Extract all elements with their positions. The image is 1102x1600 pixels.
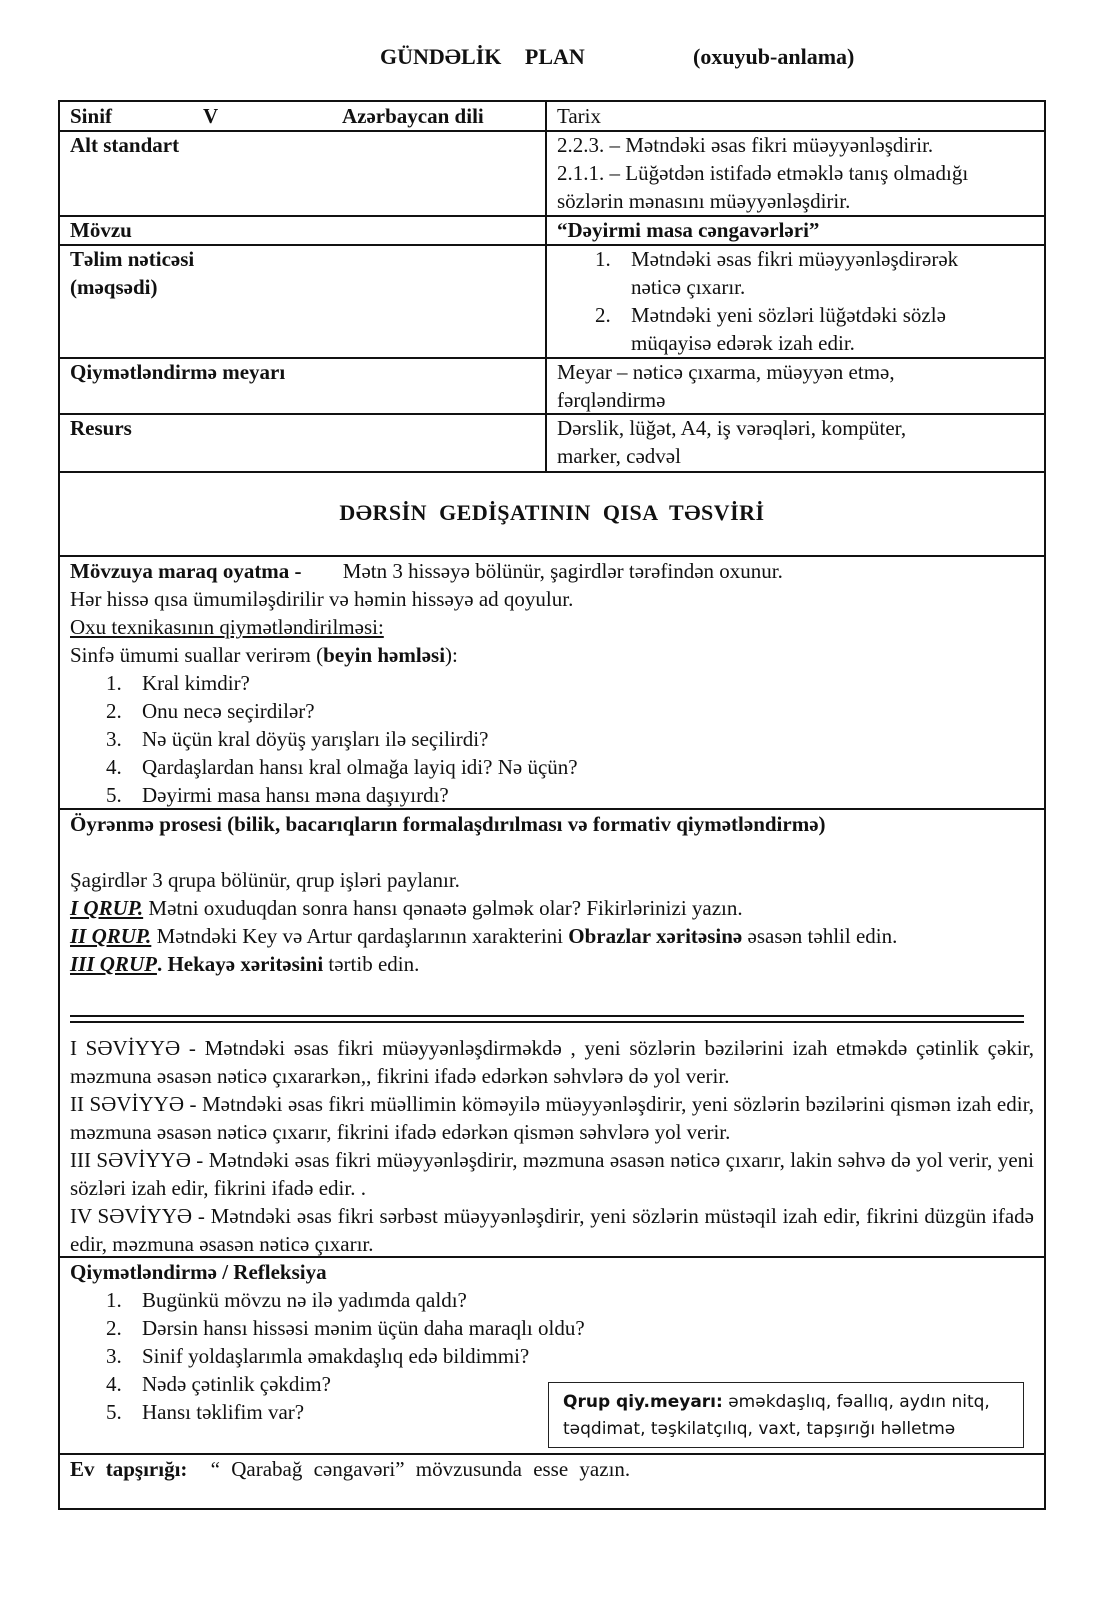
level-text: Mətndəki əsas fikri müəllimin köməyilə müəyyənləşdirir, yeni sözlərin bəzilərini qismən izah edir, məzmuna əsasən nəticə çıxarır, fikrini ifadə edərkən qismən səhvlərə yol verir.: [70, 1092, 1034, 1144]
list-item-number: 2.: [106, 1316, 122, 1340]
group-3-bold: Hekayə xəritəsini: [167, 952, 324, 976]
list-item: [70, 669, 1030, 697]
level-item: [70, 1034, 1034, 1090]
homework-label: Ev tapşırığı:: [70, 1457, 188, 1481]
questions-intro: [70, 641, 1030, 669]
list-item: [70, 1286, 1030, 1314]
levels-section: [70, 1034, 1034, 1258]
motivation-section: [70, 557, 1030, 809]
reading-assessment-heading: Oxu texnikasının qiymətləndirilməsi:: [70, 615, 384, 639]
telim-item-line: Mətndəki əsas fikri müəyyənləşdirərək: [631, 247, 959, 271]
motivation-line-2: Hər hissə qısa ümumiləşdirilir və həmin hissəyə ad qoyulur.: [70, 587, 574, 611]
list-item: [70, 1314, 1030, 1342]
meyar-line: fərqləndirmə: [557, 388, 666, 412]
double-rule-divider: [70, 1015, 1024, 1023]
group-criteria-box: [548, 1382, 1024, 1448]
level-item: [70, 1146, 1034, 1202]
list-item-number: 1.: [106, 1288, 122, 1312]
group-2-task-end: əsasən təhlil edin.: [747, 924, 898, 948]
telim-item-line: nəticə çıxarır.: [631, 275, 746, 299]
learning-section: [70, 810, 1032, 978]
motivation-text: Mətn 3 hissəyə bölünür, şagirdlər tərəfindən oxunur.: [342, 559, 783, 583]
group-1-label: I QRUP.: [70, 896, 144, 920]
list-item: [70, 697, 1030, 725]
questions-intro-bold: beyin həmləsi: [323, 643, 446, 667]
level-text: Mətndəki əsas fikri müəyyənləşdirir, məzmuna əsasən nəticə çıxarır, lakin səhvə də yol verir, yeni sözləri izah edir, fikrini ifadə edir. .: [70, 1148, 1034, 1200]
list-item-number: 5.: [106, 1400, 122, 1424]
homework-text: “ Qarabağ cəngavəri” mövzusunda esse yazın.: [210, 1457, 631, 1481]
page-header: [0, 44, 1102, 78]
list-item-text: Dəyirmi masa hansı məna daşıyırdı?: [142, 783, 449, 807]
list-item-text: Onu necə seçirdilər?: [142, 699, 315, 723]
learning-heading: Öyrənmə prosesi (bilik, bacarıqların formalaşdırılması və formativ qiymətləndirmə): [70, 812, 826, 836]
list-item-number: 3.: [106, 1344, 122, 1368]
list-item-text: Kral kimdir?: [142, 671, 250, 695]
learning-intro: Şagirdlər 3 qrupa bölünür, qrup işləri paylanır.: [70, 868, 460, 892]
level-label: I SƏVİYYƏ -: [70, 1036, 196, 1060]
section-title: DƏRSİN GEDİŞATININ QISA TƏSVİRİ: [339, 500, 765, 525]
lesson-plan-table: [58, 100, 1046, 1510]
sinif-value: V: [203, 104, 219, 128]
list-item-text: Sinif yoldaşlarımla əmakdaşlıq edə bildimmi?: [142, 1344, 530, 1368]
date-label: Tarix: [557, 104, 602, 128]
page-title: GÜNDƏLİK PLAN: [380, 44, 585, 69]
sinif-label: Sinif: [70, 104, 113, 128]
row-divider: [60, 215, 1044, 217]
list-item-text: Nədə çətinlik çəkdim?: [142, 1372, 331, 1396]
group-3-task: tərtib edin.: [328, 952, 420, 976]
column-divider: [545, 102, 547, 471]
alt-standart-value: [557, 131, 1042, 215]
list-item-number: 4.: [106, 1372, 122, 1396]
page-subtitle: (oxuyub-anlama): [693, 44, 855, 69]
group-2-task: Mətndəki Key və Artur qardaşlarının xarakterini: [156, 924, 564, 948]
list-item-text: Bugünkü mövzu nə ilə yadımda qaldı?: [142, 1288, 467, 1312]
level-label: III SƏVİYYƏ -: [70, 1148, 204, 1172]
telim-item: [557, 245, 1042, 301]
group-criteria-text: əməkdaşlıq, fəallıq, aydın nitq, təqdimat, təşkilatçılıq, vaxt, tapşırığı həlletmə: [563, 1392, 990, 1439]
group-2-label: II QRUP.: [70, 924, 152, 948]
level-text: Mətndəki əsas fikri sərbəst müəyyənləşdirir, yeni sözlərin müstəqil izah edir, fikrini düzgün ifadə edir, məzmuna əsasən nəticə çıxarır.: [70, 1204, 1034, 1256]
resurs-label: Resurs: [70, 416, 132, 440]
resurs-line: Dərslik, lüğət, A4, iş vərəqləri, kompüter,: [557, 416, 907, 440]
group-2: [70, 922, 1032, 950]
telim-item-number: 2.: [595, 303, 611, 327]
list-item: [70, 781, 1030, 809]
alt-standart-line: sözlərin mənasını müəyyənləşdirir.: [557, 189, 851, 213]
telim-items: [557, 245, 1042, 357]
group-1-task: Mətni oxuduqdan sonra hansı qənaətə gəlmək olar? Fikirlərinizi yazın.: [148, 896, 743, 920]
list-item-number: 4.: [106, 755, 122, 779]
list-item-text: Dərsin hansı hissəsi mənim üçün daha maraqlı oldu?: [142, 1316, 585, 1340]
list-item-text: Qardaşlardan hansı kral olmağa layiq idi? Nə üçün?: [142, 755, 578, 779]
question-list: [70, 669, 1030, 809]
group-3-dot: .: [156, 952, 163, 976]
level-label: II SƏVİYYƏ -: [70, 1092, 197, 1116]
list-item-number: 3.: [106, 727, 122, 751]
telim-item-line: müqayisə edərək izah edir.: [631, 331, 855, 355]
telim-label-line: (məqsədi): [70, 275, 158, 299]
meyar-line: Meyar – nəticə çıxarma, müəyyən etmə,: [557, 360, 895, 384]
meyar-label: Qiymətləndirmə meyarı: [70, 360, 286, 384]
level-item: [70, 1090, 1034, 1146]
list-item: [70, 1342, 1030, 1370]
list-item-number: 1.: [106, 671, 122, 695]
questions-intro-end: ):: [445, 643, 458, 667]
alt-standart-line: 2.2.3. – Mətndəki əsas fikri müəyyənləşdirir.: [557, 133, 934, 157]
telim-label: [70, 245, 194, 301]
list-item: [70, 753, 1030, 781]
telim-label-line: Təlim nəticəsi: [70, 247, 195, 271]
telim-item: [557, 301, 1042, 357]
group-1: [70, 894, 1032, 922]
questions-intro-text: Sinfə ümumi suallar verirəm (: [70, 643, 324, 667]
list-item: [70, 725, 1030, 753]
movzu-label: Mövzu: [70, 218, 132, 242]
row-divider: [60, 471, 1044, 473]
motivation-line-1: [70, 557, 1030, 585]
meyar-value: [557, 358, 895, 414]
telim-item-line: Mətndəki yeni sözləri lüğətdəki sözlə: [631, 303, 946, 327]
list-item-text: Hansı təklifim var?: [142, 1400, 305, 1424]
alt-standart-label: Alt standart: [70, 133, 180, 157]
list-item-number: 5.: [106, 783, 122, 807]
level-label: IV SƏVİYYƏ -: [70, 1204, 205, 1228]
motivation-label: Mövzuya maraq oyatma -: [70, 559, 302, 583]
level-text: Mətndəki əsas fikri müəyyənləşdirməkdə , yeni sözlərin bəzilərini izah etməkdə çətinlik çəkir, məzmuna əsasən nəticə çıxararkən,, fikrini ifadə edərkən səhvlərə də yol verir.: [70, 1036, 1034, 1088]
level-item: [70, 1202, 1034, 1258]
homework-section: [70, 1455, 1030, 1483]
telim-item-number: 1.: [595, 247, 611, 271]
resurs-line: marker, cədvəl: [557, 444, 681, 468]
alt-standart-line: 2.1.1. – Lüğətdən istifadə etməklə tanış olmadığı: [557, 161, 969, 185]
group-3-label: III QRUP: [70, 952, 157, 976]
group-2-bold: Obrazlar xəritəsinə: [568, 924, 743, 948]
reflection-heading: Qiymətləndirmə / Refleksiya: [70, 1260, 327, 1284]
list-item-text: Nə üçün kral döyüş yarışları ilə seçilirdi?: [142, 727, 489, 751]
spacer: [70, 838, 1032, 866]
movzu-value: “Dəyirmi masa cəngavərləri”: [557, 218, 820, 242]
group-criteria-label: Qrup qiy.meyarı:: [563, 1392, 723, 1412]
subject-name: Azərbaycan dili: [342, 104, 484, 128]
resurs-value: [557, 414, 906, 470]
list-item-number: 2.: [106, 699, 122, 723]
group-3: [70, 950, 1032, 978]
